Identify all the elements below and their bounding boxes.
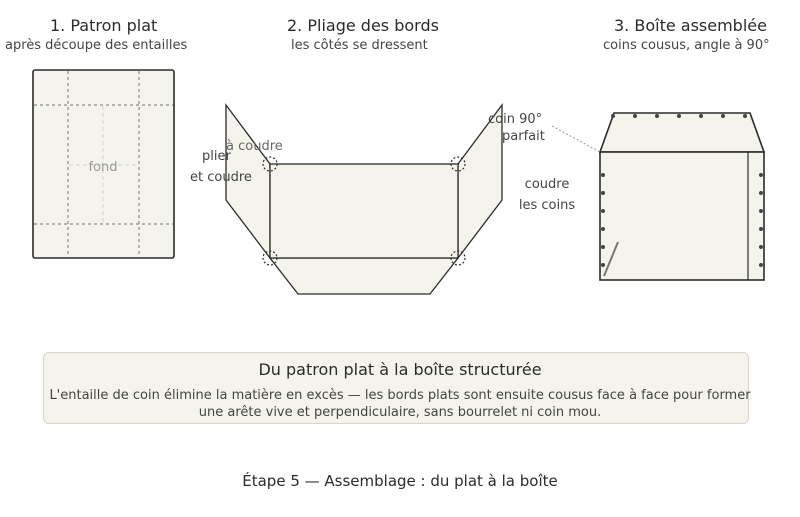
a-coudre-label: à coudre <box>226 139 283 154</box>
stitch <box>601 209 605 213</box>
stitch <box>721 114 725 118</box>
coin90-label-line2: parfait <box>502 129 545 144</box>
right-flap <box>458 105 502 258</box>
stitch <box>601 227 605 231</box>
stitch <box>759 245 763 249</box>
stitch <box>759 191 763 195</box>
step3-subtitle: coins cousus, angle à 90° <box>603 38 770 53</box>
stitch <box>759 263 763 267</box>
plier-label-line1: plier <box>202 149 231 164</box>
bottom-flap <box>270 258 458 294</box>
summary-text-line1: L'entaille de coin élimine la matière en excès — les bords plats sont ensuite cousus face à face pour former <box>49 388 751 403</box>
coin90-label-line1: coin 90° <box>488 112 543 127</box>
summary-title: Du patron plat à la boîte structurée <box>258 360 542 379</box>
stitch <box>601 245 605 249</box>
stitch <box>601 191 605 195</box>
stitch <box>743 114 747 118</box>
step3-title: 3. Boîte assemblée <box>614 16 767 35</box>
summary-text-line2: une arête vive et perpendiculaire, sans bourrelet ni coin mou. <box>198 405 602 420</box>
stitch <box>655 114 659 118</box>
stitch <box>611 114 615 118</box>
stitch <box>633 114 637 118</box>
flat-pattern <box>33 70 174 258</box>
stitch <box>699 114 703 118</box>
box-top-opening <box>600 113 764 152</box>
plier-label-line2: et coudre <box>190 170 252 185</box>
stitch <box>601 173 605 177</box>
step2-subtitle: les côtés se dressent <box>291 38 428 53</box>
fond-label: fond <box>88 160 118 175</box>
assembled-box <box>488 112 764 280</box>
stitch <box>601 263 605 267</box>
coin90-leader-line <box>552 126 600 152</box>
base-panel <box>270 164 458 258</box>
coudre-label-line2: les coins <box>518 198 576 213</box>
stitch <box>677 114 681 118</box>
stitch <box>759 173 763 177</box>
folding-step <box>190 105 502 294</box>
figure-caption: Étape 5 — Assemblage : du plat à la boîte <box>242 472 558 490</box>
stitch <box>759 227 763 231</box>
stitch <box>759 209 763 213</box>
step1-subtitle: après découpe des entailles <box>5 38 188 53</box>
step2-title: 2. Pliage des bords <box>287 16 439 35</box>
coudre-label-line1: coudre <box>524 177 570 192</box>
box-front-face <box>600 152 764 280</box>
step1-title: 1. Patron plat <box>50 16 158 35</box>
